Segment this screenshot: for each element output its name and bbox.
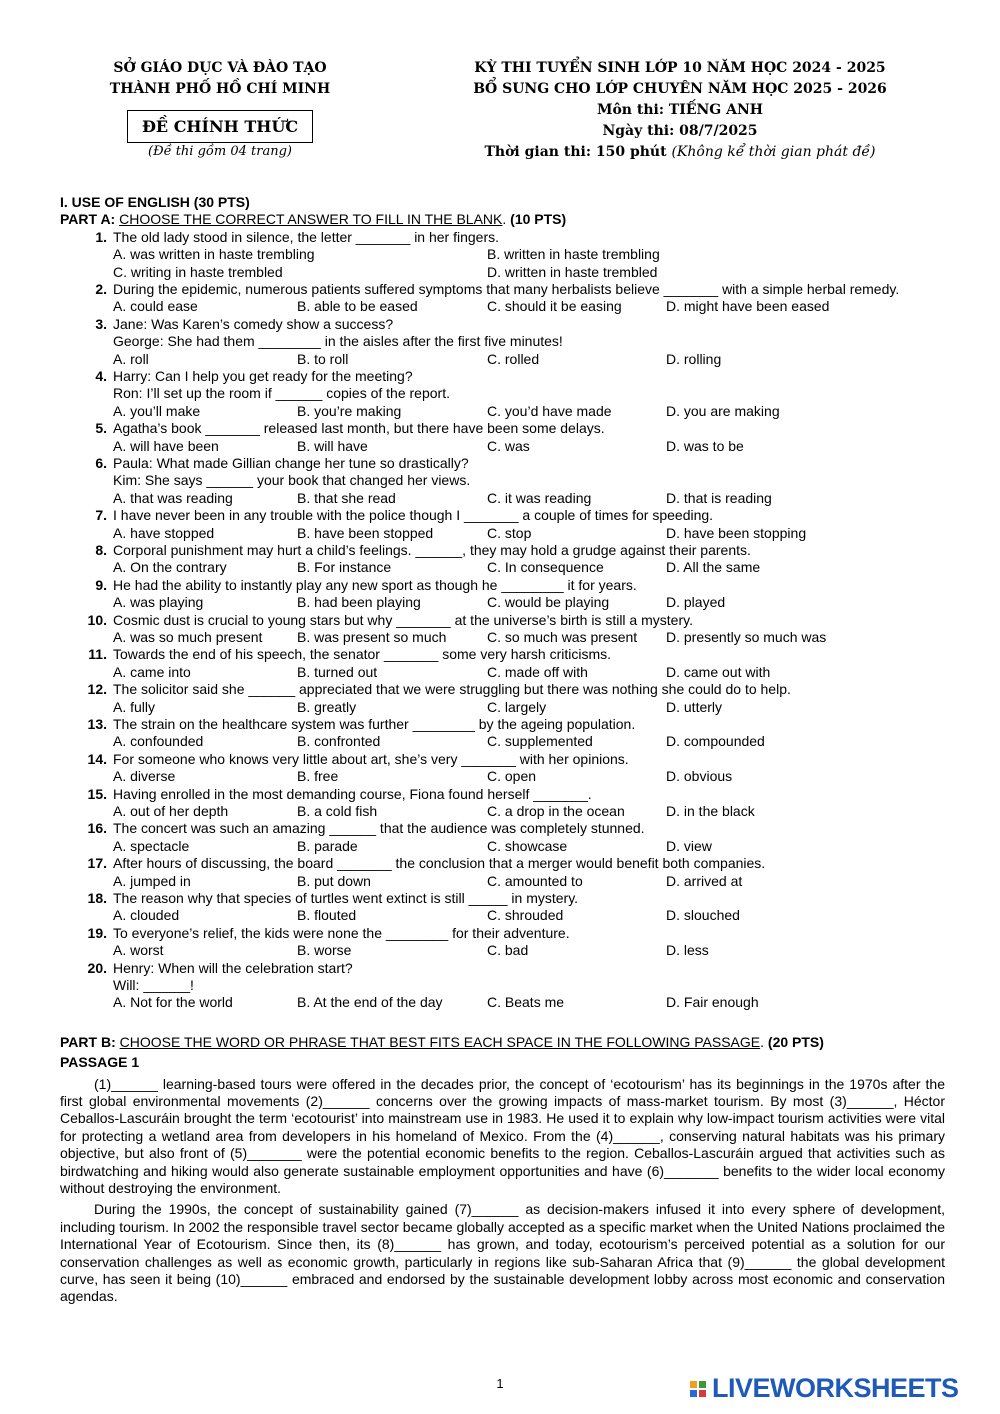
- question-line: [60, 542, 945, 559]
- options-row: [113, 351, 945, 368]
- question-line: [60, 455, 945, 472]
- question-line: [60, 472, 945, 489]
- question-text: Henry: When will the celebration start?: [113, 959, 353, 976]
- answer-option[interactable]: D. view: [666, 837, 712, 854]
- answer-option[interactable]: D. All the same: [666, 559, 761, 576]
- options-row: [113, 594, 945, 611]
- options-row: [113, 629, 945, 646]
- question-number: 20.: [87, 959, 107, 976]
- answer-option[interactable]: B. written in haste trembling: [487, 246, 660, 263]
- question-number: 6.: [95, 455, 107, 471]
- answer-option[interactable]: A. out of her depth: [113, 802, 229, 819]
- passage-paragraph: During the 1990s, the concept of sustainability gained (7)______ as decision-makers infused it into every sphere of development, including tourism. In 2002 the responsible travel sector became globally accepted as a specific market when the United Nations proclaimed the International Year of Ecotourism. Since then, its (8)______ has grown, and today, ecotourism’s perceived potential as a solution for our conservation challenges as well as economic growth, particularly in regions like sub-Saharan Africa that (9)______ the global development curve, has seen it being (10)______ embraced and endorsed by the sustainable development lobby across most economic and conservation agendas.: [60, 1201, 945, 1305]
- answer-option[interactable]: C. showcase: [487, 837, 568, 854]
- question-line: [60, 333, 945, 350]
- question-text: Kim: She says ______ your book that changed her views.: [113, 472, 471, 489]
- question-line: [60, 751, 945, 768]
- question-number: [60, 472, 113, 489]
- options-row: [113, 907, 945, 924]
- answer-option[interactable]: A. On the contrary: [113, 559, 227, 576]
- answer-option[interactable]: A. came into: [113, 663, 191, 680]
- answer-option[interactable]: D. rolling: [666, 350, 722, 367]
- answer-option[interactable]: A. fully: [113, 698, 156, 715]
- question-text: Cosmic dust is crucial to young stars but why _______ at the universe’s birth is still a mystery.: [113, 611, 693, 628]
- exam-time-note: (Không kể thời gian phát đề): [671, 144, 876, 160]
- options-row: [113, 873, 945, 890]
- answer-option[interactable]: C. made off with: [487, 663, 588, 680]
- question-line: [60, 229, 945, 246]
- passage-paragraph: (1)______ learning-based tours were offered in the decades prior, the concept of ‘ecotourism’ has its beginnings in the 1970s after the first global environmental movements (2)______ concerns over the growing impacts of mass-market tourism. By most (3)______, Héctor Ceballos-Lascuráin brought the term ‘ecotourist’ into mainstream use in 1983. He used it to explain why low-impact tourism activities were vital for protecting a wetland area from developers in his homeland of Mexico. From the (4)______, conserving natural habitats was his primary objective, but also front of (5)_______ were the potential economic benefits to the region. Ceballos-Lascuráin argued that activities such as birdwatching and hiking would also generate sustainable employment opportunities and have (6)_______ benefits to the wider local economy without destroying the environment.: [60, 1075, 945, 1197]
- answer-option[interactable]: C. shrouded: [487, 907, 564, 924]
- answer-option[interactable]: B. parade: [297, 837, 358, 854]
- question-line: [60, 612, 945, 629]
- options-row: [113, 559, 945, 576]
- exam-date: Ngày thi: 08/7/2025: [602, 123, 758, 139]
- answer-option[interactable]: A. that was reading: [113, 489, 233, 506]
- answer-option[interactable]: B. worse: [297, 942, 352, 959]
- answer-option[interactable]: C. writing in haste trembled: [113, 263, 283, 280]
- options-row: [113, 490, 945, 507]
- answer-option[interactable]: B. confronted: [297, 733, 381, 750]
- answer-option[interactable]: D. written in haste trembled: [487, 263, 658, 280]
- answer-option[interactable]: C. was: [487, 437, 530, 454]
- answer-option[interactable]: C. you’d have made: [487, 402, 612, 419]
- question-number: 2.: [95, 281, 107, 297]
- page-number: 1: [496, 1376, 504, 1391]
- question-item: [60, 368, 945, 420]
- question-line: [60, 385, 945, 402]
- official-exam-box: ĐỀ CHÍNH THỨC: [127, 110, 313, 143]
- answer-option[interactable]: C. bad: [487, 942, 529, 959]
- question-text: Ron: I’ll set up the room if ______ copies of the report.: [113, 385, 450, 402]
- options-row: [113, 733, 945, 750]
- options-row: [113, 298, 945, 315]
- question-number: [60, 333, 113, 350]
- liveworksheets-logo-icon: [690, 1381, 706, 1397]
- options-row: [113, 246, 945, 263]
- question-text: The solicitor said she ______ appreciated that we were struggling but there was nothing she could do to help.: [113, 681, 791, 698]
- answer-option[interactable]: B. you’re making: [297, 402, 402, 419]
- question-text: To everyone’s relief, the kids were none the ________ for their adventure.: [113, 924, 570, 941]
- answer-option[interactable]: A. will have been: [113, 437, 219, 454]
- question-line: [60, 925, 945, 942]
- answer-option[interactable]: C. a drop in the ocean: [487, 802, 625, 819]
- exam-time-label: Thời gian thi: 150 phút: [484, 144, 667, 160]
- part-a-points: (10 PTS): [510, 211, 567, 228]
- answer-option[interactable]: C. should it be easing: [487, 298, 622, 315]
- question-line: [60, 577, 945, 594]
- answer-option[interactable]: B. flouted: [297, 907, 357, 924]
- options-row: [113, 838, 945, 855]
- question-number: 9.: [95, 576, 107, 593]
- answer-option[interactable]: B. a cold fish: [297, 802, 378, 819]
- question-line: [60, 716, 945, 733]
- answer-option[interactable]: A. diverse: [113, 768, 176, 785]
- question-number: 10.: [87, 611, 107, 628]
- answer-option[interactable]: B. was present so much: [297, 629, 447, 645]
- question-item: [60, 681, 945, 716]
- part-a-instruction: CHOOSE THE CORRECT ANSWER TO FILL IN THE BLANK: [119, 211, 503, 228]
- question-line: [60, 368, 945, 385]
- question-item: [60, 229, 945, 281]
- question-item: [60, 281, 945, 316]
- pages-note: (Đề thi gồm 04 trang): [148, 144, 292, 159]
- question-number: 4.: [95, 368, 107, 384]
- question-text: I have never been in any trouble with the police though I _______ a couple of times for speeding.: [113, 507, 714, 524]
- question-text: Having enrolled in the most demanding course, Fiona found herself _______.: [113, 785, 592, 802]
- question-item: [60, 820, 945, 855]
- options-row: [113, 768, 945, 785]
- question-number: 19.: [87, 924, 107, 941]
- options-row: [113, 403, 945, 420]
- question-line: [60, 786, 945, 803]
- answer-option[interactable]: B. able to be eased: [297, 298, 418, 315]
- answer-option[interactable]: A. was so much present: [113, 629, 263, 645]
- question-text: Paula: What made Gillian change her tune so drastically?: [113, 455, 469, 471]
- answer-option[interactable]: B. have been stopped: [297, 524, 434, 541]
- answer-option[interactable]: D. Fair enough: [666, 994, 759, 1011]
- question-item: [60, 507, 945, 542]
- liveworksheets-brand[interactable]: [690, 1373, 959, 1404]
- question-text: After hours of discussing, the board _______ the conclusion that a merger would benefit both companies.: [113, 855, 766, 872]
- answer-option[interactable]: C. amounted to: [487, 872, 583, 889]
- question-line: [60, 960, 945, 977]
- city-name: THÀNH PHỐ HỒ CHÍ MINH: [109, 81, 331, 97]
- question-number: 12.: [87, 681, 107, 698]
- question-line: [60, 890, 945, 907]
- answer-option[interactable]: D. obvious: [666, 768, 733, 785]
- question-number: 7.: [95, 507, 107, 524]
- question-item: [60, 890, 945, 925]
- question-text: Will: ______!: [113, 976, 194, 993]
- question-item: [60, 855, 945, 890]
- answer-option[interactable]: D. was to be: [666, 437, 744, 454]
- question-line: [60, 977, 945, 994]
- answer-option[interactable]: B. At the end of the day: [297, 994, 443, 1011]
- answer-option[interactable]: C. Beats me: [487, 994, 565, 1011]
- question-number: 14.: [87, 750, 107, 767]
- exam-body: [60, 194, 945, 1306]
- section-title: I. USE OF ENGLISH (30 PTS): [60, 194, 250, 210]
- question-number: 16.: [87, 820, 107, 837]
- answer-option[interactable]: B. turned out: [297, 663, 378, 680]
- options-row: [113, 525, 945, 542]
- answer-option[interactable]: C. would be playing: [487, 594, 610, 611]
- answer-option[interactable]: B. that she read: [297, 489, 396, 506]
- answer-option[interactable]: B. put down: [297, 872, 371, 889]
- answer-option[interactable]: A. spectacle: [113, 837, 190, 854]
- logo-square: [690, 1381, 697, 1388]
- question-number: 11.: [88, 646, 107, 663]
- question-text: Agatha’s book _______ released last month, but there have been some delays.: [113, 420, 605, 437]
- answer-option[interactable]: A. you’ll make: [113, 402, 201, 419]
- answer-option[interactable]: A. worst: [113, 942, 164, 959]
- question-text: Jane: Was Karen’s comedy show a success?: [113, 315, 394, 332]
- options-row: [113, 438, 945, 455]
- answer-option[interactable]: D. in the black: [666, 802, 755, 819]
- answer-option[interactable]: B. had been playing: [297, 594, 421, 611]
- question-number: 8.: [95, 542, 107, 558]
- question-line: [60, 820, 945, 837]
- question-number: [60, 385, 113, 402]
- answer-option[interactable]: B. will have: [297, 437, 368, 454]
- exam-time: [420, 142, 940, 163]
- question-text: For someone who knows very little about art, she’s very _______ with her opinions.: [113, 750, 629, 767]
- header-left: [60, 58, 380, 161]
- question-text: The strain on the healthcare system was further ________ by the ageing population.: [113, 715, 636, 732]
- question-number: 15.: [87, 785, 107, 802]
- options-row: [113, 699, 945, 716]
- answer-option[interactable]: D. have been stopping: [666, 524, 807, 541]
- answer-option[interactable]: C. rolled: [487, 350, 540, 367]
- question-line: [60, 281, 945, 298]
- answer-option[interactable]: A. was written in haste trembling: [113, 246, 315, 263]
- part-b-instruction: CHOOSE THE WORD OR PHRASE THAT BEST FITS EACH SPACE IN THE FOLLOWING PASSAGE: [119, 1033, 761, 1050]
- answer-option[interactable]: A. was playing: [113, 594, 204, 611]
- question-text: Corporal punishment may hurt a child’s feelings. ______, they may hold a grudge against their parents.: [113, 542, 751, 558]
- answer-option[interactable]: C. it was reading: [487, 489, 592, 506]
- question-number: 17.: [87, 855, 107, 872]
- brand-name: LIVEWORKSHEETS: [712, 1373, 959, 1403]
- answer-option[interactable]: A. have stopped: [113, 524, 215, 541]
- answer-option[interactable]: D. might have been eased: [666, 298, 830, 315]
- part-a-title: PART A: CHOOSE THE CORRECT ANSWER TO FILL IN THE BLANK. (10 PTS): [60, 211, 567, 228]
- question-number: 5.: [95, 420, 107, 437]
- question-number: 18.: [87, 889, 107, 906]
- question-text: Harry: Can I help you get ready for the meeting?: [113, 368, 413, 384]
- answer-option[interactable]: A. could ease: [113, 298, 198, 315]
- question-list: [60, 229, 945, 1012]
- header-right: [420, 58, 940, 163]
- options-row: [113, 994, 945, 1011]
- exam-title: KỲ THI TUYỂN SINH LỚP 10 NĂM HỌC 2024 - 2025: [474, 60, 886, 76]
- answer-option[interactable]: A. roll: [113, 350, 149, 367]
- answer-option[interactable]: D. slouched: [666, 907, 740, 924]
- answer-option[interactable]: B. free: [297, 768, 339, 785]
- answer-option[interactable]: D. compounded: [666, 733, 765, 750]
- question-item: [60, 420, 945, 455]
- part-b-points: (20 PTS): [767, 1033, 824, 1050]
- logo-square: [699, 1381, 706, 1388]
- exam-subtitle: BỔ SUNG CHO LỚP CHUYÊN NĂM HỌC 2025 - 2026: [473, 81, 887, 97]
- question-text: George: She had them ________ in the aisles after the first five minutes!: [113, 333, 563, 350]
- answer-option[interactable]: C. so much was present: [487, 629, 638, 645]
- answer-option[interactable]: D. that is reading: [666, 489, 772, 506]
- question-item: [60, 925, 945, 960]
- question-number: 13.: [87, 715, 107, 732]
- question-text: He had the ability to instantly play any new sport as though he ________ it for years.: [113, 576, 637, 593]
- options-row: [113, 264, 945, 281]
- options-row: [113, 803, 945, 820]
- question-text: The old lady stood in silence, the letter _______ in her fingers.: [113, 228, 500, 245]
- part-b-label: PART B:: [60, 1033, 116, 1050]
- answer-option[interactable]: D. you are making: [666, 402, 780, 419]
- answer-option[interactable]: C. stop: [487, 524, 532, 541]
- question-item: [60, 316, 945, 368]
- question-item: [60, 960, 945, 1012]
- question-number: 1.: [95, 228, 107, 245]
- question-item: [60, 612, 945, 647]
- question-line: [60, 316, 945, 333]
- question-text: Towards the end of his speech, the senator _______ some very harsh criticisms.: [113, 646, 612, 663]
- question-line: [60, 507, 945, 524]
- answer-option[interactable]: D. came out with: [666, 663, 771, 680]
- question-text: The reason why that species of turtles went extinct is still _____ in mystery.: [113, 889, 579, 906]
- question-item: [60, 577, 945, 612]
- question-text: The concert was such an amazing ______ that the audience was completely stunned.: [113, 820, 645, 837]
- answer-option[interactable]: C. open: [487, 768, 537, 785]
- answer-option[interactable]: C. largely: [487, 698, 547, 715]
- question-item: [60, 646, 945, 681]
- answer-option[interactable]: A. clouded: [113, 907, 180, 924]
- question-line: [60, 646, 945, 663]
- answer-option[interactable]: B. For instance: [297, 559, 392, 576]
- question-item: [60, 542, 945, 577]
- logo-square: [690, 1390, 697, 1397]
- question-item: [60, 716, 945, 751]
- answer-option[interactable]: A. confounded: [113, 733, 204, 750]
- department-name: SỞ GIÁO DỤC VÀ ĐÀO TẠO: [113, 60, 327, 76]
- exam-subject: Môn thi: TIẾNG ANH: [596, 102, 764, 118]
- question-item: [60, 455, 945, 507]
- question-item: [60, 786, 945, 821]
- question-text: During the epidemic, numerous patients suffered symptoms that many herbalists believe _______ with a simple herbal remedy.: [113, 281, 900, 297]
- passage-title: PASSAGE 1: [60, 1054, 140, 1071]
- question-number: [60, 977, 113, 994]
- answer-option[interactable]: A. Not for the world: [113, 994, 233, 1011]
- part-a-label: PART A:: [60, 211, 116, 228]
- answer-option[interactable]: D. presently so much was: [666, 629, 827, 645]
- answer-option[interactable]: B. to roll: [297, 350, 349, 367]
- options-row: [113, 664, 945, 681]
- question-line: [60, 420, 945, 437]
- answer-option[interactable]: C. In consequence: [487, 559, 604, 576]
- question-line: [60, 681, 945, 698]
- answer-option[interactable]: A. jumped in: [113, 872, 191, 889]
- options-row: [113, 942, 945, 959]
- question-number: 3.: [95, 315, 107, 332]
- answer-option[interactable]: B. greatly: [297, 698, 357, 715]
- question-item: [60, 751, 945, 786]
- answer-option[interactable]: D. played: [666, 594, 726, 611]
- answer-option[interactable]: D. utterly: [666, 698, 723, 715]
- question-line: [60, 855, 945, 872]
- logo-square: [699, 1390, 706, 1397]
- part-b-title: PART B: CHOOSE THE WORD OR PHRASE THAT BEST FITS EACH SPACE IN THE FOLLOWING PASSAGE. (20 PTS): [60, 1033, 824, 1050]
- answer-option[interactable]: D. arrived at: [666, 872, 743, 889]
- answer-option[interactable]: D. less: [666, 942, 709, 959]
- answer-option[interactable]: C. supplemented: [487, 733, 593, 750]
